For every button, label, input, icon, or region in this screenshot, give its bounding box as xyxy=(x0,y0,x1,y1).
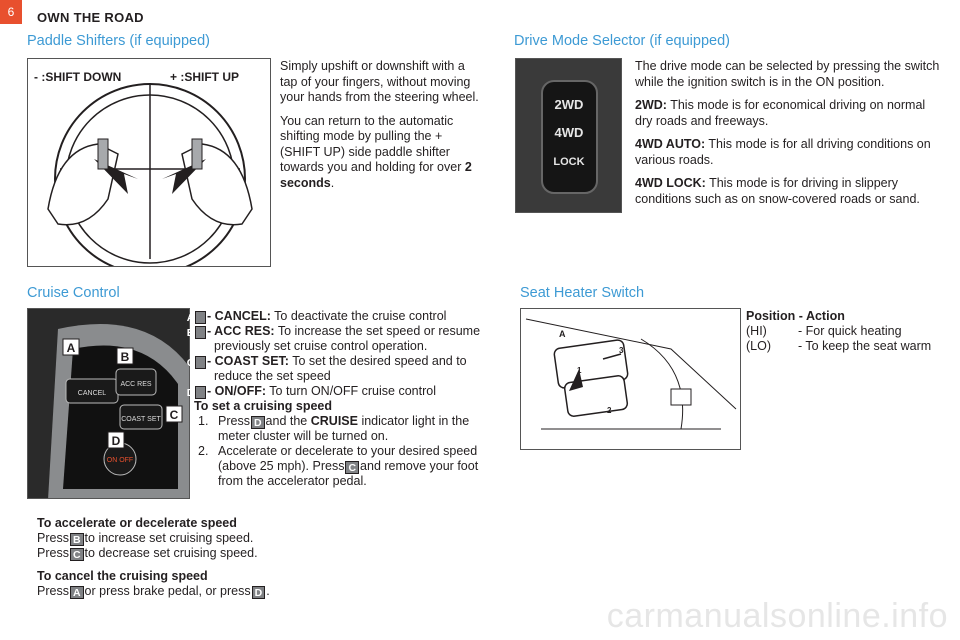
drive-label-4wd: 4WD xyxy=(554,125,584,140)
set-speed-step-2: 2. Accelerate or decelerate to your desired speed (above 25 mph). Press C and remove your foot from the accelerator pedal. xyxy=(198,444,479,488)
paddle-paragraph-2: You can return to the automatic shifting mode by pulling the + (SHIFT UP) side paddle shifter towards you and holding for over 2 seconds. xyxy=(280,113,472,190)
seat-heater-figure xyxy=(520,308,741,450)
drive-mode-switch-illustration xyxy=(516,59,622,213)
cruise-item-coast-set: C - COAST SET: To set the desired speed and to reduce the set speed xyxy=(186,354,467,383)
cruise-item-cancel: A - CANCEL: To deactivate the cruise control xyxy=(186,309,447,324)
drive-mode-4wd-lock: 4WD LOCK: This mode is for driving in slippery conditions such as on snow-covered roads or sand. xyxy=(635,176,920,206)
drive-mode-section-title: Drive Mode Selector (if equipped) xyxy=(514,33,730,49)
paddle-paragraph-1: Simply upshift or downshift with a tap of your fingers, without moving your hands from the steering wheel. xyxy=(280,59,479,104)
cancel-line: Press A or press brake pedal, or press D . xyxy=(37,584,270,599)
accelerate-line-2: Press C to decrease set cruising speed. xyxy=(37,546,258,561)
paddle-shifter-figure xyxy=(27,58,271,267)
drive-mode-description xyxy=(635,59,940,215)
page-number: 6 xyxy=(0,0,22,24)
cruise-control-illustration xyxy=(28,309,190,499)
set-speed-step-1: 1. Press D and the CRUISE indicator light in the meter cluster will be turned on. xyxy=(198,414,470,443)
seat-heater-section-title: Seat Heater Switch xyxy=(520,285,645,301)
seat-fig-label-a: A xyxy=(559,329,566,339)
accelerate-line-1: Press B to increase set cruising speed. xyxy=(37,531,254,546)
set-speed-steps xyxy=(194,414,494,489)
paddle-section-title: Paddle Shifters (if equipped) xyxy=(27,33,210,49)
acc-res-button-label: ACC RES xyxy=(120,381,152,388)
cancel-button-label: CANCEL xyxy=(77,390,107,397)
seat-fig-label-3: 3 xyxy=(619,346,624,355)
seat-heater-illustration xyxy=(521,309,741,450)
accelerate-heading: To accelerate or decelerate speed xyxy=(37,516,237,530)
cruise-item-acc-res: B - ACC RES: To increase the set speed or resume previously set cruise control operation. xyxy=(186,324,481,353)
cruise-item-on-off: D - ON/OFF: To turn ON/OFF cruise control xyxy=(186,384,436,399)
seat-position-heading: Position - Action xyxy=(746,309,845,323)
fig-key-c: C xyxy=(169,408,179,422)
seat-heater-description xyxy=(746,309,931,354)
paddle-description xyxy=(280,59,480,199)
cruise-control-figure xyxy=(27,308,190,499)
set-speed-heading: To set a cruising speed xyxy=(194,399,333,413)
seat-fig-label-2: 2 xyxy=(607,406,612,415)
seat-row-hi: (HI) - For quick heating xyxy=(746,324,902,338)
on-off-button-label: ON OFF xyxy=(106,457,134,464)
drive-mode-2wd: 2WD: This mode is for economical driving on normal dry roads and freeways. xyxy=(635,98,926,128)
cancel-heading: To cancel the cruising speed xyxy=(37,569,208,583)
cruise-section-title: Cruise Control xyxy=(27,285,120,301)
seat-row-lo: (LO) - To keep the seat warm xyxy=(746,339,932,353)
drive-mode-figure xyxy=(515,58,622,213)
drive-intro: The drive mode can be selected by pressing the switch while the ignition switch is in the ON position. xyxy=(635,59,940,89)
drive-label-2wd: 2WD xyxy=(554,97,584,112)
fig-key-d: D xyxy=(111,434,121,448)
fig-key-a: A xyxy=(66,341,76,355)
page-header-title: OWN THE ROAD xyxy=(37,10,144,25)
shift-down-label: - :SHIFT DOWN xyxy=(34,70,122,84)
cruise-button-list xyxy=(186,309,494,489)
shift-up-label: + :SHIFT UP xyxy=(170,70,240,84)
fig-key-b: B xyxy=(120,350,130,364)
drive-mode-4wd-auto: 4WD AUTO: This mode is for all driving conditions on various roads. xyxy=(635,137,931,167)
drive-label-lock: LOCK xyxy=(553,156,585,168)
steering-wheel-illustration xyxy=(28,59,271,267)
coast-set-button-label: COAST SET xyxy=(121,416,161,423)
seat-fig-label-1: 1 xyxy=(577,366,582,375)
accelerate-instructions xyxy=(37,516,270,599)
watermark: carmanualsonline.info xyxy=(606,597,948,635)
